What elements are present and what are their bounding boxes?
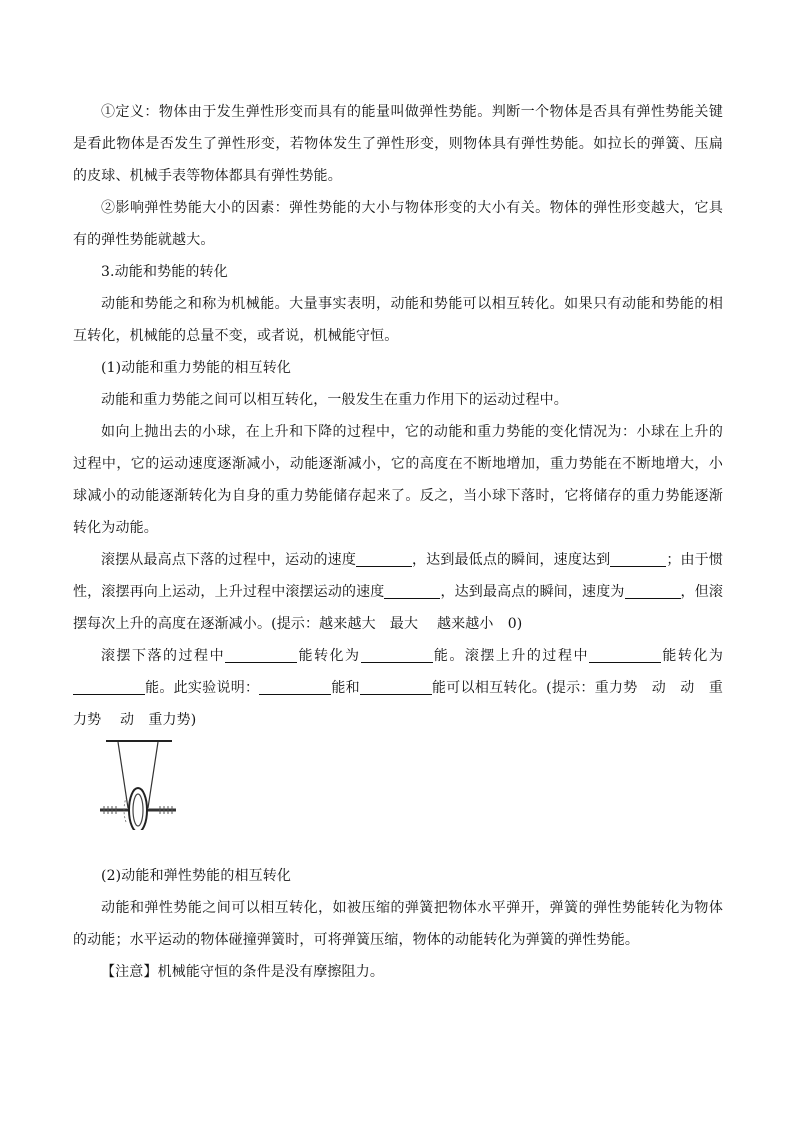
factor-paragraph: ②影响弹性势能大小的因素：弹性势能的大小与物体形变的大小有关。物体的弹性形变越大，它具有的弹性势能就越大。 — [73, 200, 723, 248]
q1-text-4: ，达到最高点的瞬间，速度为 — [440, 584, 625, 600]
answer-blank[interactable] — [361, 644, 433, 663]
answer-blank[interactable] — [610, 548, 666, 567]
pendulum-question-2 — [73, 640, 723, 736]
q1-text-3: ；由于惯性，滚摆再向上运动，上升过程中滚摆运动的速度 — [73, 552, 723, 600]
note-paragraph — [73, 956, 723, 988]
q2-text-5: 能。此实验说明： — [145, 680, 260, 696]
answer-blank[interactable] — [259, 676, 331, 695]
answer-blank[interactable] — [360, 676, 432, 695]
maxwell-pendulum-figure — [96, 736, 180, 830]
q2-text-7: 能可以相互转化。(提示：重力势 动 动 重力势 动 重力势) — [73, 680, 723, 728]
note-text: 机械能守恒的条件是没有摩擦阻力。 — [157, 964, 385, 980]
mechanical-energy-paragraph: 动能和势能之和称为机械能。大量事实表明，动能和势能可以相互转化。如果只有动能和势能的相互转化，机械能的总量不变，或者说，机械能守恒。 — [73, 296, 723, 344]
q2-text-1: 滚摆下落的过程中 — [101, 648, 226, 664]
definition-paragraph: ①定义：物体由于发生弹性形变而具有的能量叫做弹性势能。判断一个物体是否具有弹性势能关键是看此物体是否发生了弹性形变，若物体发生了弹性形变，则物体具有弹性势能。如拉长的弹簧、压扁的皮球、机械手表等物体都具有弹性势能。 — [73, 104, 723, 184]
answer-blank[interactable] — [356, 548, 412, 567]
answer-blank[interactable] — [589, 644, 661, 663]
answer-blank[interactable] — [384, 580, 440, 599]
q1-text-2: ，达到最低点的瞬间，速度达到 — [412, 552, 611, 568]
subheading-kinetic-elastic: (2)动能和弹性势能的相互转化 — [101, 868, 292, 884]
section-heading-3: 3.动能和势能的转化 — [101, 264, 228, 280]
q1-text-5: ，但滚摆每次上升的高度在逐渐减小。(提示：越来越大 最大 越来越小 0) — [73, 584, 724, 632]
q2-text-3: 能。滚摆上升的过程中 — [432, 648, 589, 664]
q1-text-1: 滚摆从最高点下落的过程中，运动的速度 — [101, 552, 356, 568]
note-label: 【注意】 — [101, 964, 158, 980]
pendulum-question-1 — [73, 544, 723, 640]
kinetic-elastic-paragraph: 动能和弹性势能之间可以相互转化，如被压缩的弹簧把物体水平弹开，弹簧的弹性势能转化为物体的动能；水平运动的物体碰撞弹簧时，可将弹簧压缩，物体的动能转化为弹簧的弹性势能。 — [73, 900, 723, 948]
ball-paragraph: 如向上抛出去的小球，在上升和下降的过程中，它的动能和重力势能的变化情况为：小球在上升的过程中，它的运动速度逐渐减小，动能逐渐减小，它的高度在不断地增加，重力势能在不断地增大，小球减小的动能逐渐转化为自身的重力势能储存起来了。反之，当小球下落时，它将储存的重力势能逐渐转化为动能。 — [73, 424, 723, 536]
q2-text-6: 能和 — [331, 680, 360, 696]
answer-blank[interactable] — [225, 644, 297, 663]
answer-blank[interactable] — [625, 580, 681, 599]
right-string — [148, 742, 158, 808]
q2-text-2: 能转化为 — [297, 648, 361, 664]
q2-text-4: 能转化为 — [660, 648, 724, 664]
kinetic-gravity-paragraph: 动能和重力势能之间可以相互转化，一般发生在重力作用下的运动过程中。 — [101, 392, 568, 408]
subheading-kinetic-gravity: (1)动能和重力势能的相互转化 — [101, 360, 292, 376]
left-string — [118, 742, 128, 808]
answer-blank[interactable] — [73, 676, 145, 695]
